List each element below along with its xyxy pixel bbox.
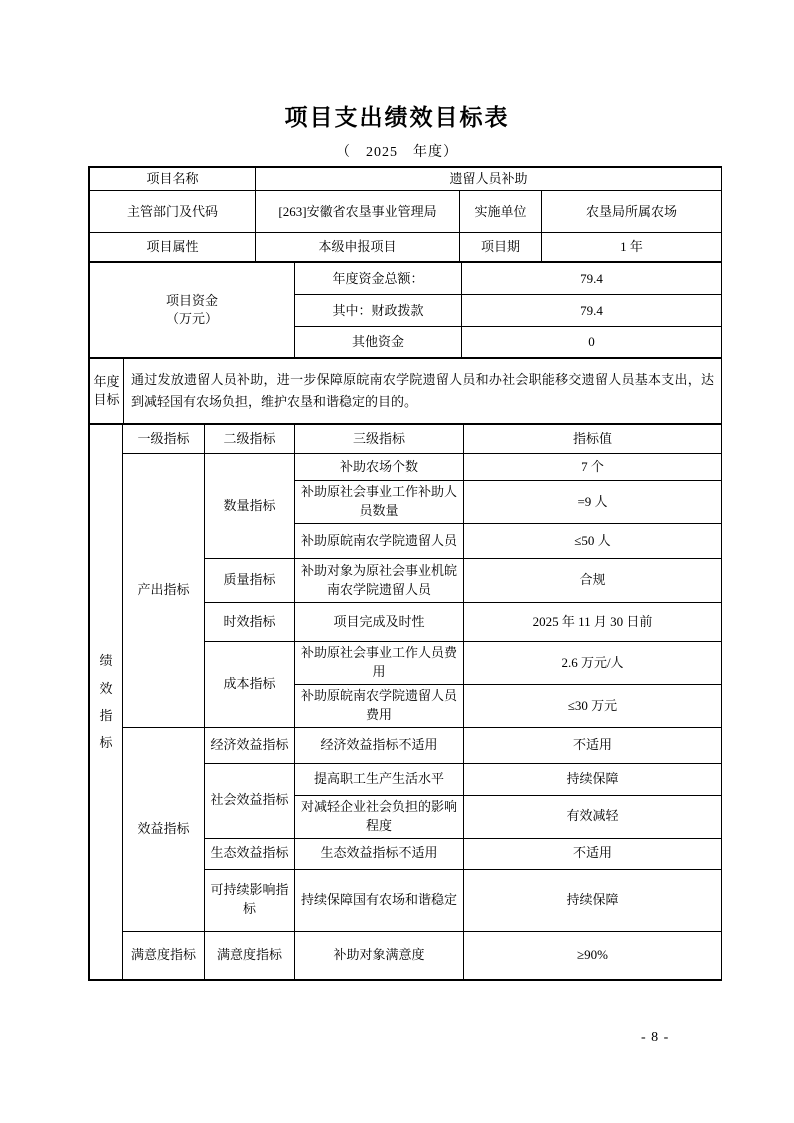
project-info-table [89,167,722,263]
funding-label-line1: 项目资金 [165,292,218,308]
funding-other-value: 0 [462,327,722,358]
indicators-side-label-text: 绩效指标 [99,653,113,751]
annual-goal-table [89,358,722,424]
benefit-indicator-label: 效益指标 [123,727,205,931]
output-indicator-label: 产出指标 [123,454,205,727]
table-row [90,727,722,763]
table-row [90,167,722,191]
indicators-table [89,424,722,979]
timeliness-indicator-label: 时效指标 [205,603,295,642]
indicator-value: 2.6 万元/人 [464,642,722,685]
dept-code-value: [263]安徽省农垦事业管理局 [256,191,460,233]
indicator-name: 生态效益指标不适用 [295,838,464,869]
annual-goal-text: 通过发放遗留人员补助，进一步保障原皖南农学院遗留人员和办社会职能移交遗留人员基本支出，达到减轻国有农场负担，维护农垦和谐稳定的目的。 [124,359,722,424]
funding-other-label: 其他资金 [295,327,462,358]
indicator-name: 补助农场个数 [295,454,464,481]
ecological-benefit-label: 生态效益指标 [205,838,295,869]
header-value: 指标值 [464,425,722,454]
funding-total-label: 年度资金总额： [295,263,462,295]
indicator-value: 持续保障 [464,763,722,795]
table-row [90,191,722,233]
funding-total-value: 79.4 [462,263,722,295]
indicator-value: ≤30 万元 [464,685,722,728]
page-subtitle: （ 2025 年度） [336,144,458,160]
social-benefit-label: 社会效益指标 [205,763,295,838]
table-row [90,233,722,262]
indicator-value: =9 人 [464,481,722,524]
indicator-value: 合规 [464,559,722,603]
header-level1: 一级指标 [123,425,205,454]
project-attr-value: 本级申报项目 [256,233,460,262]
quality-indicator-label: 质量指标 [205,559,295,603]
indicator-value: 持续保障 [464,869,722,931]
indicator-value: 7 个 [464,454,722,481]
indicator-value: 有效减轻 [464,795,722,838]
indicator-name: 补助原皖南农学院遗留人员 [295,524,464,559]
table-row [90,263,722,295]
indicator-name: 补助原社会事业工作补助人员数量 [295,481,464,524]
indicators-side-label [90,425,123,979]
project-name-label: 项目名称 [90,167,256,191]
performance-target-table [88,166,722,981]
indicator-value: 不适用 [464,838,722,869]
indicator-value: 不适用 [464,727,722,763]
table-row [90,359,722,424]
project-funding-table [89,262,722,358]
project-attr-label: 项目属性 [90,233,256,262]
table-row [90,454,722,481]
funding-fiscal-value: 79.4 [462,295,722,327]
indicator-value: 2025 年 11 月 30 日前 [464,603,722,642]
funding-fiscal-label: 其中：财政拨款 [295,295,462,327]
table-row [90,931,722,979]
indicator-name: 补助原皖南农学院遗留人员费用 [295,685,464,728]
project-name-value: 遗留人员补助 [256,167,722,191]
impl-unit-label: 实施单位 [460,191,542,233]
page-number: - 8 - [641,1030,670,1045]
satisfaction-indicator-label: 满意度指标 [123,931,205,979]
indicator-value: ≤50 人 [464,524,722,559]
dept-code-label: 主管部门及代码 [90,191,256,233]
project-period-value: 1 年 [542,233,722,262]
indicator-name: 项目完成及时性 [295,603,464,642]
project-period-label: 项目期 [460,233,542,262]
indicator-name: 持续保障国有农场和谐稳定 [295,869,464,931]
economic-benefit-label: 经济效益指标 [205,727,295,763]
satisfaction-sub-label: 满意度指标 [205,931,295,979]
indicator-name: 补助对象满意度 [295,931,464,979]
impl-unit-value: 农垦局所属农场 [542,191,722,233]
indicator-name: 提高职工生产生活水平 [295,763,464,795]
indicator-value: ≥90% [464,931,722,979]
funding-label-line2: （万元） [165,311,218,327]
sustainability-indicator-label: 可持续影响指标 [205,869,295,931]
indicator-name: 补助原社会事业工作人员费用 [295,642,464,685]
table-row [90,425,722,454]
funding-label [90,263,295,358]
indicator-name: 经济效益指标不适用 [295,727,464,763]
header-level2: 二级指标 [205,425,295,454]
header-level3: 三级指标 [295,425,464,454]
indicator-name: 对减轻企业社会负担的影响程度 [295,795,464,838]
annual-goal-label: 年度目标 [90,359,124,424]
page-title: 项目支出绩效目标表 [284,105,510,130]
cost-indicator-label: 成本指标 [205,642,295,728]
quantity-indicator-label: 数量指标 [205,454,295,559]
indicator-name: 补助对象为原社会事业机皖南农学院遗留人员 [295,559,464,603]
